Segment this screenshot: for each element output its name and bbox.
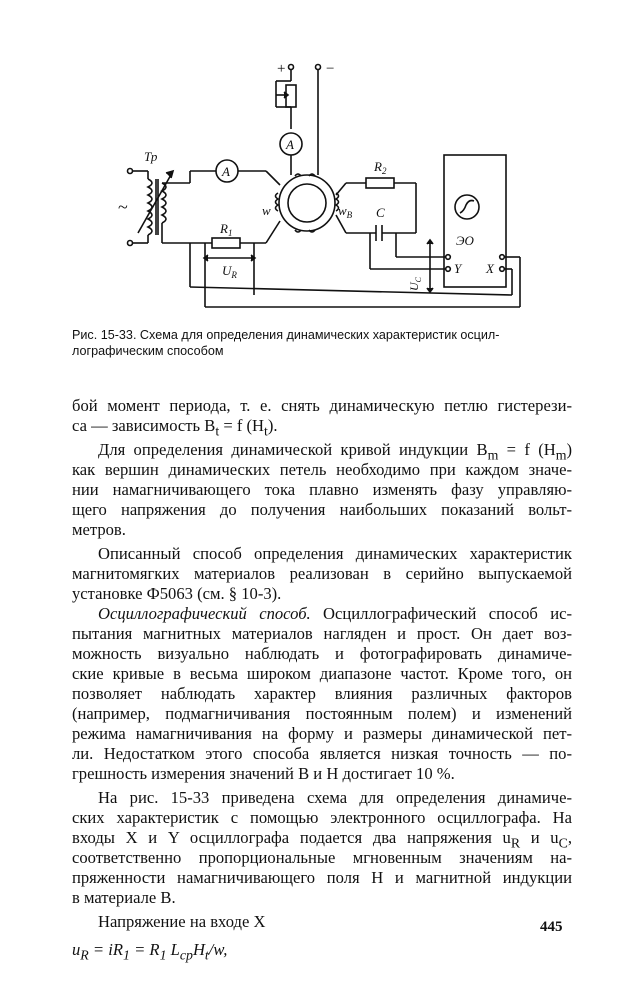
r2-label: $R_2$: [374, 159, 387, 176]
ac-source: [118, 169, 148, 246]
resistor-r2: [336, 159, 416, 233]
uc-label: $U_C$: [407, 276, 423, 291]
body-line: магнитомягких материалов реализован в серийно выпускаемой: [72, 564, 572, 583]
transformer-label: Тр: [144, 149, 158, 164]
plus-label: +: [277, 61, 286, 77]
ac-ammeter: [190, 160, 280, 185]
circuit-diagram: [100, 55, 540, 315]
toroid-sample: [262, 174, 353, 232]
y-input-label: Y: [454, 261, 462, 276]
c-label: C: [376, 205, 385, 220]
body-line: ских характеристик с помощью электронного осциллографа. На: [72, 808, 572, 827]
body-line: входы X и Y осциллографа подается два напряжения $u_R$ и $u_C$,: [72, 828, 572, 851]
minus-label: −: [326, 61, 335, 77]
body-line: метров.: [72, 520, 126, 539]
oscilloscope-label: ЭО: [456, 233, 474, 248]
page-number: 445: [540, 919, 563, 935]
autotransformer: [138, 149, 190, 243]
formula-ur: $u_R = iR_1 = R_1$ $L_{ср}H_t/w$,: [72, 940, 228, 963]
dc-ammeter-label: A: [286, 137, 294, 152]
body-line: са — зависимость $B_t = f$ $(H_t)$.: [72, 416, 278, 439]
body-line: можность визуально наблюдать и фотографировать динамиче-: [72, 644, 572, 663]
body-line: пытания магнитных материалов нагляден и прост. Он дает воз-: [72, 624, 572, 643]
body-line: установке Ф5063 (см. § 10-3).: [72, 584, 282, 603]
ac-tilde-label: ~: [118, 197, 128, 217]
body-line: ли. Недостатком этого способа является низкая точность — по-: [72, 744, 572, 763]
resistor-r1: [190, 221, 280, 281]
r1-label: $R_1$: [220, 221, 233, 238]
return-wires: [190, 243, 520, 307]
caption-line-1: Рис. 15-33. Схема для определения динамических характеристик осцил-: [72, 328, 500, 342]
body-line: в материале B.: [72, 888, 176, 907]
ac-ammeter-label: A: [222, 164, 230, 179]
body-line: грешность измерения значений B и H достигает 10 %.: [72, 764, 455, 783]
body-line: режима намагничивания на форму и размеры динамической пет-: [72, 724, 572, 743]
body-line: бой момент периода, т. е. снять динамическую петлю гистерези-: [72, 396, 572, 415]
body-line: позволяет наблюдать характер влияния различных факторов: [72, 684, 572, 703]
body-line: пряженности намагничивающего поля H и магнитной индукции: [72, 868, 572, 887]
dc-ammeter: [280, 133, 302, 175]
body-line: Описанный способ определения динамических характеристик: [98, 544, 572, 563]
rheostat: [276, 81, 296, 129]
winding-wb-label: $w_B$: [338, 203, 353, 220]
body-line: (например, подмагничивания постоянным полем) и изменений: [72, 704, 572, 723]
body-line: Напряжение на входе X: [98, 912, 266, 931]
dc-power-terminals: [277, 61, 334, 175]
body-line: нии намагничивающего тока плавно изменять фазу управляю-: [72, 480, 572, 499]
body-line: Для определения динамической кривой индукции $B_m = f$ $(H_m)$: [98, 440, 573, 463]
x-input-label: X: [486, 261, 494, 276]
body-line: как вершин динамических петель необходимо при каждом значе-: [72, 460, 572, 479]
body-line: ские кривые в весьма широком диапазоне частот. Кроме того, он: [72, 664, 572, 683]
body-line: соответственно пропорциональные мгновенным значениям на-: [72, 848, 572, 867]
caption-line-2: лографическим способом: [72, 344, 224, 358]
ur-label: $U_R$: [222, 263, 237, 280]
body-line: щего напряжения до получения наибольших показаний вольт-: [72, 500, 572, 519]
winding-w-label: w: [262, 203, 271, 218]
figure-caption: [72, 327, 572, 359]
body-line: Осциллографический способ. Осциллографический способ ис-: [98, 604, 572, 623]
body-line: На рис. 15-33 приведена схема для определения динамиче-: [98, 788, 572, 807]
